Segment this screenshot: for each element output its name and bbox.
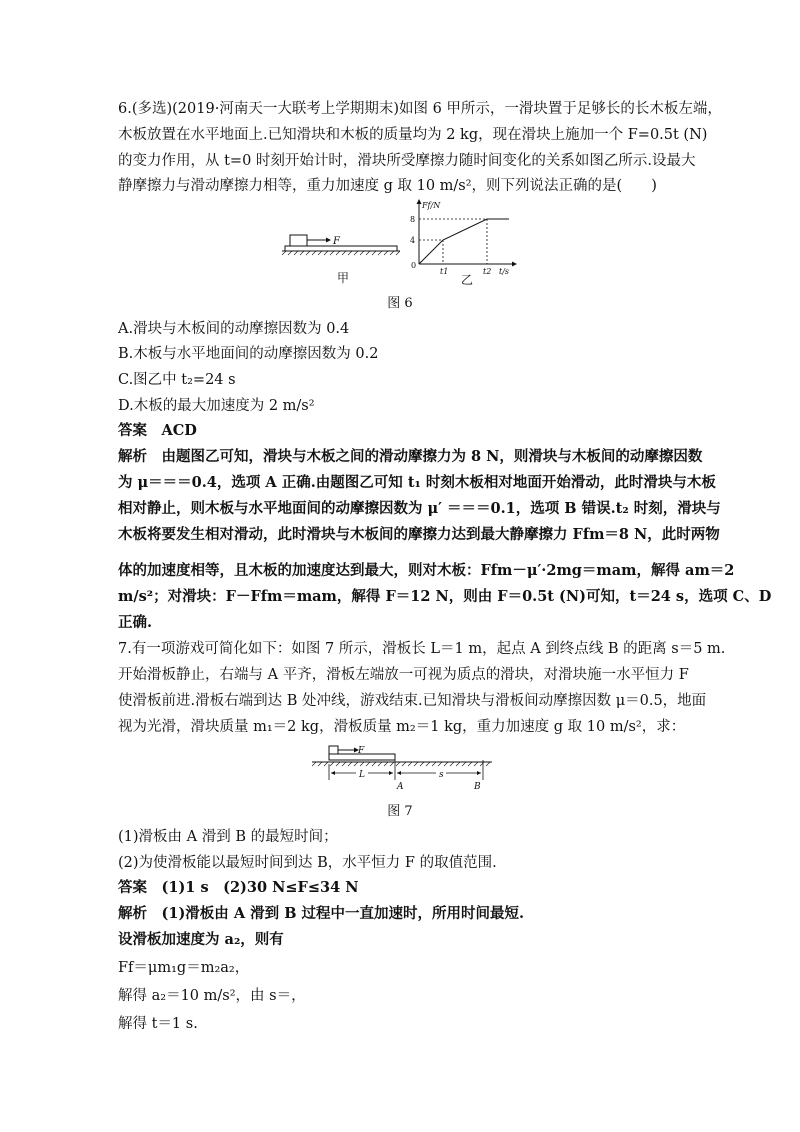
yi-label: 乙 (461, 273, 474, 287)
q6-analysis-line: 相对静止，则木板与水平地面间的动摩擦因数为 μ′ ＝＝＝0.1，选项 B 错误.t₂ 时刻，滑块与 (118, 500, 721, 517)
y-axis-arrowhead (417, 199, 422, 204)
q7-stem-line: 7.有一项游戏可简化如下：如图 7 所示，滑板长 L＝1 m，起点 A 到终点线 B 的距离 s＝5 m. (118, 641, 726, 657)
friction-curve (419, 219, 509, 264)
q7-analysis-line: 解得 t＝1 s. (118, 1016, 198, 1032)
ground-hatch (282, 251, 400, 255)
figure-6-caption: 图 6 (387, 296, 413, 311)
figure-7 (312, 742, 492, 794)
q6-option-a: A.滑块与木板间的动摩擦因数为 0.4 (118, 321, 350, 337)
q7-analysis-line: 解析 (1)滑板由 A 滑到 B 过程中一直加速时，所用时间最短. (118, 905, 525, 922)
q6-option-c: C.图乙中 t₂=24 s (118, 372, 236, 388)
figure-7-caption: 图 7 (387, 804, 413, 819)
q6-analysis-line: 木板将要发生相对滑动，此时滑块与木板间的摩擦力达到最大静摩擦力 Ffm＝8 N，此时两物 (118, 526, 720, 543)
force-label: F (358, 746, 365, 756)
figure-6-jia (282, 226, 402, 284)
q7-analysis-line: Ff＝μm₁g＝m₂a₂， (118, 960, 250, 976)
q6-option-d: D.木板的最大加速度为 2 m/s² (118, 398, 315, 414)
q6-analysis-line: 为 μ＝＝＝0.4，选项 A 正确.由题图乙可知 t₁ 时刻木板相对地面开始滑动，此时滑块与木板 (118, 474, 716, 491)
q7-question-2: (2)为使滑板能以最短时间到达 B，水平恒力 F 的取值范围. (118, 855, 497, 871)
force-arrowhead (326, 238, 331, 243)
q6-analysis-line: m/s²；对滑块：F－Ffm＝mam，解得 F＝12 N，则由 F＝0.5t (N)可知，t＝24 s，选项 C、D (118, 588, 772, 605)
point-a-label: A (397, 782, 404, 792)
q7-stem-line: 使滑板前进.滑板右端到达 B 处冲线，游戏结束.已知滑块与滑板间动摩擦因数 μ＝0.5，地面 (118, 693, 707, 709)
q6-stem-line: 6.(多选)(2019·河南天一大联考上学期期末)如图 6 甲所示，一滑块置于足够长的长木板左端， (118, 101, 722, 117)
force-label: F (333, 236, 340, 247)
q6-analysis-line: 体的加速度相等，且木板的加速度达到最大，则对木板：Ffm－μ′·2mg＝mam，解得 am＝2 (118, 562, 735, 579)
point-b-label: B (474, 782, 481, 792)
q7-stem-line: 视为光滑，滑块质量 m₁＝2 kg，滑板质量 m₂＝1 kg，重力加速度 g 取 10 m/s²，求： (118, 719, 686, 735)
q6-stem-line: 的变力作用，从 t=0 时刻开始计时，滑块所受摩擦力随时间变化的关系如图乙所示.设最大 (118, 153, 696, 169)
slider-block (329, 746, 338, 754)
q7-answer: 答案 (1)1 s (2)30 N≤F≤34 N (118, 879, 359, 896)
q7-analysis-line: 设滑板加速度为 a₂，则有 (118, 931, 284, 948)
y-tick-4: 4 (410, 236, 416, 245)
q6-answer: 答案 ACD (118, 422, 197, 439)
ground-hatch (312, 762, 490, 766)
x-tick-t1: t1 (440, 267, 449, 276)
slider-block (290, 235, 307, 246)
q7-question-1: (1)滑板由 A 滑到 B 的最短时间； (118, 829, 338, 845)
origin-label: 0 (411, 261, 417, 270)
x-axis-label: t/s (499, 267, 510, 276)
q6-option-b: B.木板与水平地面间的动摩擦因数为 0.2 (118, 346, 379, 362)
y-tick-8: 8 (410, 215, 416, 224)
q6-analysis-line: 解析 由题图乙可知，滑块与木板之间的滑动摩擦力为 8 N，则滑块与木板间的动摩擦因数 (118, 448, 703, 465)
q7-stem-line: 开始滑板静止，右端与 A 平齐，滑板左端放一可视为质点的滑块，对滑块施一水平恒力 F (118, 667, 689, 683)
distance-label: s (439, 770, 444, 780)
q6-stem-line: 木板放置在水平地面上.已知滑块和木板的质量均为 2 kg，现在滑块上施加一个 F=0.5t (N) (118, 127, 708, 143)
y-axis-label: Ff/N (422, 201, 441, 210)
length-label: L (359, 770, 365, 780)
jia-label: 甲 (337, 271, 350, 285)
x-tick-t2: t2 (483, 267, 492, 276)
long-board (285, 246, 397, 251)
q6-analysis-line: 正确. (118, 614, 153, 631)
q7-analysis-line: 解得 a₂＝10 m/s²，由 s＝， (118, 988, 306, 1004)
q6-stem-line: 静摩擦力与滑动摩擦力相等，重力加速度 g 取 10 m/s²，则下列说法正确的是( ) (118, 178, 657, 194)
x-axis-arrowhead (512, 262, 517, 267)
figure-6-yi-graph (405, 198, 527, 286)
